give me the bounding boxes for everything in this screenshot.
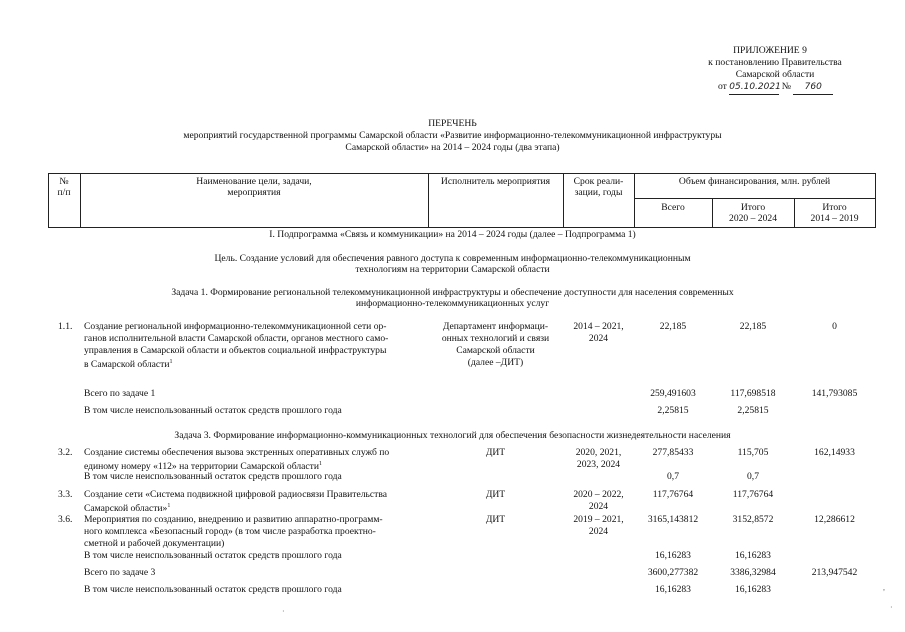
doc-title-line3: Самарской области» на 2014 – 2024 годы (два этапа) [345, 142, 560, 153]
row-total: 117,76764 [652, 489, 694, 500]
row-term-line2: 2023, 2024 [576, 459, 621, 470]
doc-title: ПЕРЕЧЕНЬ [428, 118, 477, 129]
appendix-title: ПРИЛОЖЕНИЕ 9 [733, 45, 807, 56]
appendix-number-label: № [781, 81, 791, 92]
row-name: Создание сети «Система подвижной цифровой радиосвязи Правительства [84, 489, 387, 500]
row-term: 2020, 2021, [575, 447, 622, 458]
row-name: Создание системы обеспечения вызова экстренных оперативных служб по [84, 447, 390, 458]
appendix-region: Самарской области [735, 69, 815, 80]
row-term: 2019 – 2021, [573, 514, 624, 525]
task1-heading: Задача 1. Формирование региональной телекоммуникационной инфраструктуры и обеспечение доступности для населения современных [171, 287, 734, 298]
row-executor-line2: онных технологий и связи [441, 333, 550, 344]
task3-total-2020: 3386,32984 [730, 567, 776, 578]
scan-speck: · [890, 603, 893, 612]
row-unused-total: 16,16283 [655, 550, 691, 561]
row-name-line2: ного комплекса «Безопасный город» (в том числе разработка проектно- [84, 526, 376, 537]
header-term: Срок реали- [573, 176, 624, 187]
row-total: 22,185 [659, 321, 687, 332]
appendix-date: 05.10.2021 [729, 82, 779, 95]
header-total-2014: Итого [822, 202, 847, 213]
footnote-mark: 1 [167, 503, 171, 509]
row-unused-total: 0,7 [667, 471, 679, 482]
row-name-line2 [84, 501, 170, 515]
row-number: 3.3. [58, 489, 73, 500]
row-number: 3.6. [58, 514, 73, 525]
header-name-sub: мероприятия [227, 187, 281, 198]
row-term: 2014 – 2021, [573, 321, 624, 332]
row-term-line2: 2024 [588, 526, 609, 537]
task1-total-2020: 117,698518 [730, 388, 776, 399]
header-total-2020-years: 2020 – 2024 [729, 213, 777, 224]
doc-title-line2: мероприятий государственной программы Самарской области «Развитие информационно-телекоммуникационной инфраструктуры [183, 130, 722, 141]
row-total-2020: 117,76764 [732, 489, 774, 500]
task1-unused-2020: 2,25815 [737, 405, 769, 416]
row-number: 1.1. [58, 321, 73, 332]
row-executor-line3: Самарской области [456, 345, 535, 356]
task1-unused-label: В том числе неиспользованный остаток средств прошлого года [84, 405, 342, 416]
scan-speck: · [282, 607, 285, 616]
row-name-line4 [84, 357, 172, 371]
task1-unused-total: 2,25815 [657, 405, 689, 416]
appendix-date-line [718, 81, 833, 95]
row-name-line2-text: единому номеру «112» на территории Самарской области [84, 461, 319, 473]
task3-heading: Задача 3. Формирование информационно-коммуникационных технологий для обеспечения безопасности жизнедеятельности населения [174, 430, 731, 441]
task1-heading-line2: информационно-телекоммуникационных услуг [355, 298, 550, 309]
header-no: № [59, 176, 69, 187]
row-number: 3.2. [58, 447, 73, 458]
header-total: Всего [661, 202, 685, 213]
row-unused-label: В том числе неиспользованный остаток средств прошлого года [84, 471, 342, 482]
row-total-2020: 22,185 [739, 321, 767, 332]
header-total-2014-years: 2014 – 2019 [810, 213, 859, 224]
header-no-sub: п/п [57, 187, 71, 198]
row-unused-label: В том числе неиспользованный остаток средств прошлого года [84, 550, 342, 561]
row-unused-2020: 16,16283 [735, 550, 771, 561]
row-total-2014: 162,14933 [814, 447, 855, 458]
row-executor: ДИТ [485, 447, 506, 458]
row-name-line3: сметной и рабочей документации) [84, 538, 225, 549]
task3-unused-2020: 16,16283 [735, 584, 771, 595]
subprogram-heading: I. Подпрограмма «Связь и коммуникации» на 2014 – 2024 годы (далее – Подпрограмма 1) [269, 229, 636, 240]
header-executor: Исполнитель мероприятия [440, 176, 551, 187]
task1-total-2014: 141,793085 [811, 388, 858, 399]
row-total-2020: 115,705 [737, 447, 769, 458]
row-executor-line4: (далее –ДИТ) [467, 357, 524, 368]
task3-total-label: Всего по задаче 3 [84, 567, 156, 578]
row-term: 2020 – 2022, [573, 489, 624, 500]
row-total-2014: 12,286612 [814, 514, 855, 525]
row-name-line2: ганов исполнительной власти Самарской области, органов местного само- [84, 333, 389, 344]
task3-unused-label: В том числе неиспользованный остаток средств прошлого года [84, 584, 342, 595]
row-term-line2: 2024 [588, 501, 609, 512]
row-executor: Департамент информаци- [442, 321, 549, 332]
goal-heading: Цель. Создание условий для обеспечения равного доступа к современным информационно-телекоммуникационным [214, 253, 691, 264]
row-total: 3165,143812 [647, 514, 699, 525]
row-term-line2: 2024 [588, 333, 609, 344]
task3-total: 3600,277382 [647, 567, 699, 578]
row-name: Создание региональной информационно-телекоммуникационной сети ор- [84, 321, 387, 332]
task1-total-label: Всего по задаче 1 [84, 388, 156, 399]
header-total-2020: Итого [740, 202, 766, 213]
row-name-line3: управления в Самарской области и объектов социальной инфраструктуры [84, 345, 387, 356]
row-total-2020: 3152,8572 [732, 514, 774, 525]
footnote-mark: 1 [169, 359, 173, 365]
footnote-mark: 1 [318, 461, 322, 467]
header-name: Наименование цели, задачи, [196, 176, 312, 187]
row-unused-2020: 0,7 [747, 471, 759, 482]
row-name-line2-text: Самарской области» [84, 503, 168, 515]
header-funding: Объем финансирования, млн. рублей [678, 176, 831, 187]
task3-unused-total: 16,16283 [655, 584, 691, 595]
row-total: 277,85433 [652, 447, 694, 458]
row-name: Мероприятия по созданию, внедрению и развитию аппаратно-программ- [84, 514, 383, 525]
appendix-number: 760 [793, 82, 833, 95]
row-executor: ДИТ [485, 489, 506, 500]
appendix-from: от [718, 81, 727, 92]
row-name-line4-text: в Самарской области [84, 359, 170, 371]
scan-speck: , [883, 583, 885, 592]
task3-total-2014: 213,947542 [811, 567, 858, 578]
goal-heading-line2: технологиям на территории Самарской области [355, 264, 550, 275]
header-term-sub: зации, годы [574, 187, 623, 198]
row-executor: ДИТ [485, 514, 506, 525]
appendix-decree: к постановлению Правительства [708, 57, 842, 68]
row-total-2014: 0 [832, 321, 837, 332]
task1-total: 259,491603 [650, 388, 696, 399]
